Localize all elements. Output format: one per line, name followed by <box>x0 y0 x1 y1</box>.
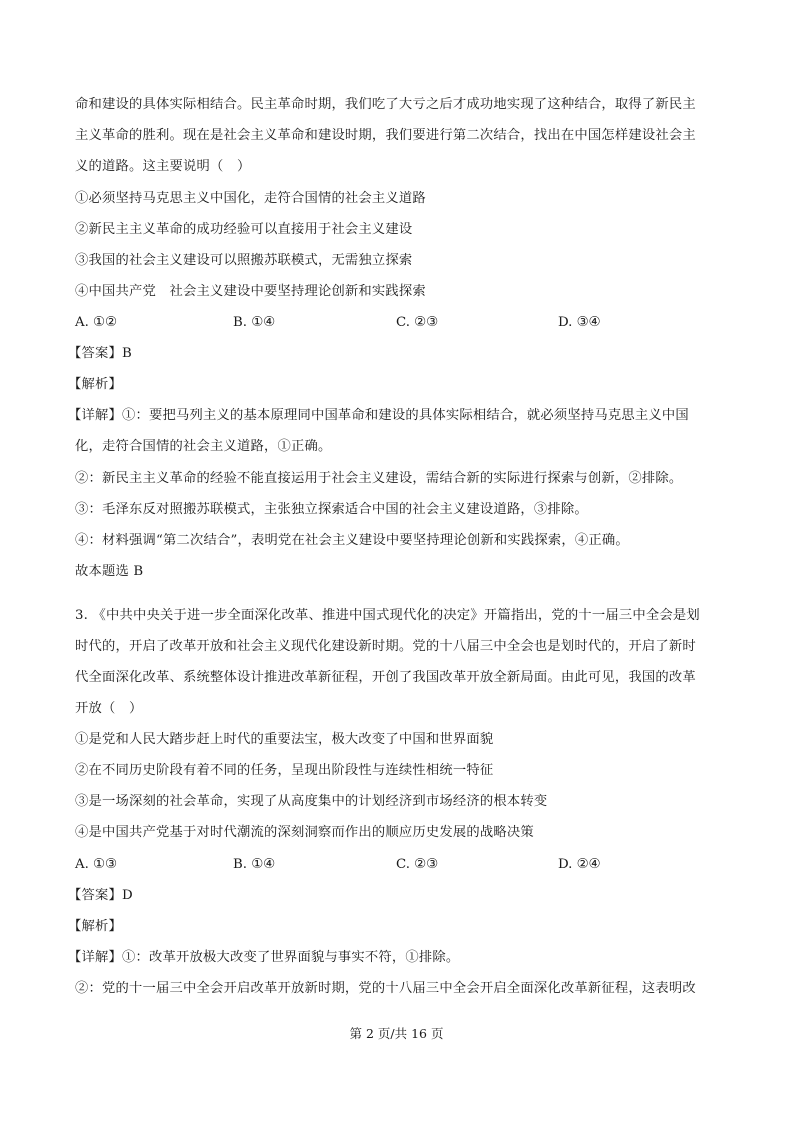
q3-statement-3: ③是一场深刻的社会革命，实现了从高度集中的计划经济到市场经济的根本转变 <box>75 794 548 809</box>
q3-analysis-line-2: ②：党的十一届三中全会开启改革开放新时期，党的十八届三中全会开启全面深化改革新征程，这表明改 <box>75 981 696 996</box>
page-footer: 第 2 页/共 16 页 <box>349 1026 444 1041</box>
q3-statement-1: ①是党和人民大踏步赶上时代的重要法宝，极大改变了中国和世界面貌 <box>75 732 494 747</box>
q2-option-b: B. ①④ <box>233 315 276 330</box>
q2-conclusion: 故本题选 B <box>75 564 144 579</box>
q3-stem-line-3: 代全面深化改革、系统整体设计推进改革新征程，开创了我国改革开放全新局面。由此可见，我国的改革 <box>75 670 696 685</box>
q2-statement-3: ③我国的社会主义建设可以照搬苏联模式，无需独立探索 <box>75 253 413 268</box>
q2-stem-line-2: 主义革命的胜利。现在是社会主义革命和建设时期，我们要进行第二次结合，找出在中国怎样建设社会主 <box>75 128 696 143</box>
q3-stem-line-2: 时代的，开启了改革开放和社会主义现代化建设新时期。党的十八届三中全会也是划时代的，开启了新时 <box>75 639 696 654</box>
q2-option-c: C. ②③ <box>396 315 438 330</box>
q2-option-d: D. ③④ <box>558 315 601 330</box>
q3-statement-2: ②在不同历史阶段有着不同的任务，呈现出阶段性与连续性相统一特征 <box>75 763 494 778</box>
q3-analysis-line-1: 【详解】①：改革开放极大改变了世界面貌与事实不符，①排除。 <box>68 950 460 965</box>
q2-analysis-line-4: ③：毛泽东反对照搬苏联模式，主张独立探索适合中国的社会主义建设道路，③排除。 <box>75 502 588 517</box>
q2-analysis-line-5: ④：材料强调“第二次结合”，表明党在社会主义建设中要坚持理论创新和实践探索，④正确。 <box>75 533 629 548</box>
q2-analysis-label: 【解析】 <box>68 377 122 392</box>
q2-answer: 【答案】B <box>68 346 132 361</box>
q3-stem-line-4: 开放（ ） <box>75 701 143 716</box>
q2-analysis-line-2: 化，走符合国情的社会主义道路，①正确。 <box>75 439 332 454</box>
q3-option-a: A. ①③ <box>75 857 117 872</box>
q2-stem-line-3: 义的道路。这主要说明（ ） <box>75 159 251 174</box>
q2-analysis-line-1: 【详解】①：要把马列主义的基本原理同中国革命和建设的具体实际相结合，就必须坚持马克思主义中国 <box>68 408 689 423</box>
q2-options <box>75 313 735 333</box>
q3-answer: 【答案】D <box>68 888 133 903</box>
q2-statement-4: ④中国共产党 社会主义建设中要坚持理论创新和实践探索 <box>75 284 426 299</box>
q2-option-a: A. ①② <box>75 315 117 330</box>
q3-analysis-label: 【解析】 <box>68 919 122 934</box>
q3-stem-line-1: 3. 《中共中央关于进一步全面深化改革、推进中国式现代化的决定》开篇指出，党的十一届三中全会是划 <box>75 608 700 623</box>
q2-statement-1: ①必须坚持马克思主义中国化，走符合国情的社会主义道路 <box>75 191 426 206</box>
q2-statement-2: ②新民主主义革命的成功经验可以直接用于社会主义建设 <box>75 222 413 237</box>
q3-option-d: D. ②④ <box>558 857 601 872</box>
q2-analysis-line-3: ②：新民主主义革命的经验不能直接运用于社会主义建设，需结合新的实际进行探索与创新，②排除。 <box>75 471 683 486</box>
q2-stem-line-1: 命和建设的具体实际相结合。民主革命时期，我们吃了大亏之后才成功地实现了这种结合，取得了新民主 <box>75 97 696 112</box>
q3-option-c: C. ②③ <box>396 857 438 872</box>
q3-option-b: B. ①④ <box>233 857 276 872</box>
q3-options <box>75 855 735 875</box>
q3-statement-4: ④是中国共产党基于对时代潮流的深刻洞察而作出的顺应历史发展的战略决策 <box>75 825 534 840</box>
